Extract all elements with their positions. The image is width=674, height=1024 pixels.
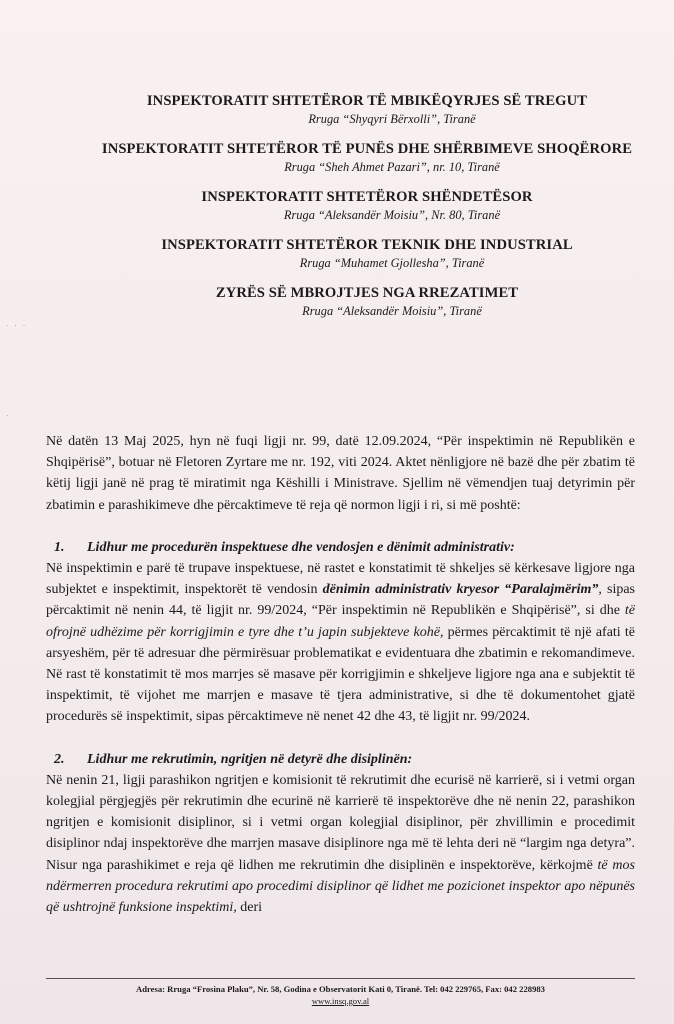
- scan-speck: ·: [6, 412, 9, 420]
- section-paragraph: [46, 770, 635, 918]
- emphasis-text: dënimin administrativ kryesor “Paralajmërim”: [322, 582, 599, 598]
- footer-divider: [46, 978, 635, 979]
- addressee-block: [0, 284, 674, 319]
- addressee-name: ZYRËS SË MBROJTJES NGA RREZATIMET: [215, 285, 519, 301]
- addressee-name: INSPEKTORATIT SHTETËROR TË MBIKËQYRJES SË TREGUT: [146, 93, 588, 109]
- scan-speck: · · ·: [6, 322, 28, 330]
- addressee-block: [0, 92, 674, 127]
- text-run: , sipas përcaktimit në nenin 44, të ligjit nr. 99/2024, “Për inspektimin në Republikën e Shqipërisë”, si dhe: [46, 582, 636, 619]
- section-number: 2.: [54, 751, 65, 767]
- section-title: Lidhur me procedurën inspektuese dhe vendosjen e dënimit administrativ:: [87, 539, 515, 555]
- addressee-address: Rruga “Aleksandër Moisiu”, Tiranë: [302, 304, 482, 318]
- section-title: Lidhur me rekrutimin, ngritjen në detyrë dhe disiplinën:: [87, 751, 413, 767]
- addressee-block: [0, 140, 674, 175]
- addressee-address: Rruga “Aleksandër Moisiu”, Nr. 80, Tiranë: [283, 208, 501, 222]
- section-heading: [46, 749, 635, 770]
- addressee-list: [0, 92, 674, 332]
- addressee-address: Rruga “Shyqyri Bërxolli”, Tiranë: [308, 112, 476, 126]
- emphasis-text: të ofrojnë udhëzime për korrigjimin e tyre dhe t’u japin subjekteve kohë: [46, 603, 635, 640]
- addressee-address: Rruga “Muhamet Gjollesha”, Tiranë: [299, 256, 485, 270]
- addressee-block: [0, 188, 674, 223]
- addressee-name: INSPEKTORATIT SHTETËROR TEKNIK DHE INDUSTRIAL: [161, 237, 573, 253]
- addressee-name: INSPEKTORATIT SHTETËROR SHËNDETËSOR: [201, 189, 533, 205]
- footer: [46, 983, 635, 1007]
- addressee-block: [0, 236, 674, 271]
- footer-website-link[interactable]: www.insq.gov.al: [311, 996, 370, 1006]
- intro-paragraph: Në datën 13 Maj 2025, hyn në fuqi ligji nr. 99, datë 12.09.2024, “Për inspektimin në Republikën e Shqipërisë”, botuar në Fletoren Zyrtare me nr. 192, viti 2024. Aktet nënligjore në bazë dhe për zbatim të këtij ligji janë në prag të miratimit nga Këshilli i Ministrave. Sjellim në vëmendjen tuaj detyrimin për zbatimin e parashikimeve dhe përcaktimeve të reja që normon ligji i ri, si më poshtë:: [46, 434, 635, 513]
- section-heading: [46, 537, 635, 558]
- addressee-address: Rruga “Sheh Ahmet Pazari”, nr. 10, Tiranë: [284, 160, 500, 174]
- letter-body: [46, 431, 635, 918]
- section-paragraph: [46, 558, 635, 728]
- text-run: Në inspektimin e parë të trupave inspektuese, në rastet e konstatimit të shkeljes së kërkesave ligjore nga subjektet e inspektimit, inspektorët të vendosin: [46, 561, 635, 598]
- emphasis-text: të mos ndërmerren procedura rekrutimi apo procedimi disiplinor që lidhet me pozicionet inspektor apo nëpunës që ushtrojnë funksione inspektimi,: [46, 857, 635, 916]
- text-run: Në nenin 21, ligji parashikon ngritjen e komisionit të rekrutimit dhe ecurisë në karrierë, si i vetmi organ kolegjial përgjegjës për rekrutimin dhe ecurinë në karrierë të inspektorëve dhe në nenin 22, parashikon ngritjen e komisionit disiplinor, si i vetmi organ kolegjial disiplinor, për zhvillimin e procedimit disiplinor ndaj inspektorëve dhe marrjen masave disiplinore nga më të lehta deri në “largim nga detyra”. Nisur nga parashikimet e reja që lidhen me rekrutimin dhe disiplinën e inspektorëve, kërkojmë: [46, 772, 635, 873]
- addressee-name: INSPEKTORATIT SHTETËROR TË PUNËS DHE SHËRBIMEVE SHOQËRORE: [101, 141, 633, 157]
- footer-address: Adresa: Rruga “Frosina Plaku”, Nr. 58, Godina e Observatorit Kati 0, Tiranë. Tel: 042 229765, Fax: 042 228983: [136, 984, 545, 994]
- text-run: deri: [236, 900, 263, 916]
- text-run: , përmes përcaktimit të një afati të arsyeshëm, për të adresuar dhe përmirësuar problematikat e evidentuara dhe zbatimin e rekomandimeve. Në rast të konstatimit të mos marrjes së masave për korrigjimin e shkeljeve ligjore nga ana e subjektit të inspektimit, të vijohet me marrjen e masave të tjera administrative, si dhe të dokumentohet gjatë procedurës së inspektimit, sipas përcaktimeve në nenet 42 dhe 43, të ligjit nr. 99/2024.: [46, 624, 636, 725]
- section-number: 1.: [54, 539, 65, 555]
